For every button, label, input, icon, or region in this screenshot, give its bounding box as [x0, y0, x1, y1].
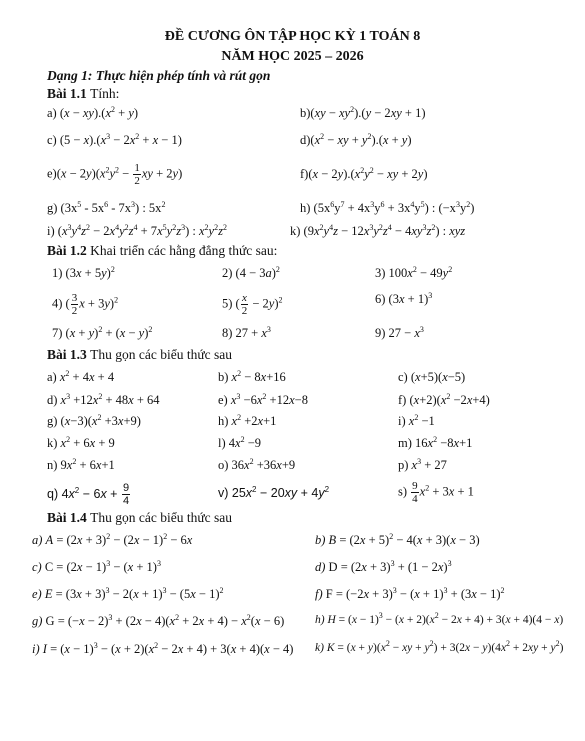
- exercise-1-1-b: $b)(xy - xy^2).(y - 2xy + 1)$: [300, 105, 426, 120]
- exercise-1-1-h: h) $(5x^6y^7 + 4x^3y^6 + 3x^4y^5)$ : $(-x^3y^2)$: [300, 200, 475, 215]
- exercise-1-3-q: q) $4x^2 - 6x$ + $\frac{9}{4}$: [47, 482, 130, 507]
- exercise-1-3-b: b) $x^2 - 8x+16$: [218, 369, 286, 384]
- exercise-1-2-3: 3) $100x^2 - 49y^2$: [375, 265, 453, 280]
- exercise-1-4-f: f) $F = (-2x + 3)^3 - (x + 1)^3 + (3x - 1)^2$: [315, 586, 505, 601]
- exercise-1-3-k: k) $x^2 + 6x + 9$: [47, 435, 115, 450]
- exercise-1-3-heading: [47, 347, 232, 363]
- exercise-1-4-i: i) $I = (x - 1)^3 - (x + 2)(x^2 - 2x + 4) + 3(x + 4)(x - 4)$: [32, 641, 294, 656]
- document-title: ĐỀ CƯƠNG ÔN TẬP HỌC KỲ 1 TOÁN 8: [164, 29, 421, 44]
- exercise-1-1-d: $d)(x^2$ − xy + $y^2).(x + y)$: [300, 132, 412, 147]
- exercise-1-2-8: 8) $27 + x^3$: [222, 325, 271, 340]
- exercise-1-3-f: f) $(x+2)(x^2 -2x+4)$: [398, 392, 490, 407]
- exercise-1-2-instruction: Khai triển các hằng đẳng thức sau:: [90, 243, 278, 258]
- exercise-1-4-h: h) $H = (x - 1)^3 - (x + 2)(x^2 - 2x + 4) + 3(x + 4)(4 - x)$: [315, 611, 564, 626]
- exercise-1-4-a: a) $A = (2x + 3)^2 - (2x - 1)^2 - 6x$: [32, 532, 193, 547]
- exercise-1-3-m: m) $16x^2 -8x+1$: [398, 435, 473, 450]
- exercise-1-3-c: c) (x+5)(x−5): [398, 370, 466, 384]
- exercise-1-3-i: i) $x^2 -1$: [398, 413, 435, 428]
- exercise-1-2-5: 5) ( $\frac{x}{2}$ − 2y)$^2$: [222, 292, 283, 317]
- exercise-1-2-title: Bài 1.2: [47, 243, 87, 258]
- exercise-1-4-c: c) $C = (2x - 1)^3 - (x + 1)^3$: [32, 559, 161, 574]
- exercise-1-3-d: d) $x^3 +12x^2 + 48x + 64$: [47, 392, 160, 407]
- exercise-1-4-d: d) $D = (2x + 3)^3 + (1 - 2x)^3$: [315, 559, 452, 574]
- exercise-1-1-instruction: Tính:: [90, 86, 120, 101]
- section-heading: Dạng 1: Thực hiện phép tính và rút gọn: [47, 68, 271, 83]
- exercise-1-3-p: p) $x^3 + 27$: [398, 457, 447, 472]
- exercise-1-3-s: s) $\frac{9}{4}$ $x^2 + 3x + 1$: [398, 480, 474, 505]
- exercise-1-4-heading: [47, 510, 232, 526]
- exercise-1-3-n: n) $9x^2 + 6x+1$: [47, 457, 115, 472]
- exercise-1-3-instruction: Thu gọn các biểu thức sau: [90, 347, 233, 362]
- school-year: NĂM HỌC 2025 – 2026: [221, 49, 364, 64]
- exercise-1-2-heading: [47, 243, 277, 259]
- exercise-1-3-g: g) $(x-3)(x^2 +3x+9)$: [47, 413, 141, 428]
- exercise-1-4-k: k) $K = (x + y)(x^2$ − xy + $y^2) + 3(2x - y)(4x^2 + 2xy + y^2)$: [315, 639, 564, 654]
- exercise-1-2-1: 1) $(3x + 5y)^2$: [52, 265, 115, 280]
- exercise-1-3-l: l) $4x^2 -9$: [218, 435, 262, 450]
- exercise-1-1-k: k) $(9x^2y^4z - 12x^3y^2z^4 - 4xy^3z^2)$ : xyz: [290, 223, 466, 238]
- exercise-1-2-2: 2) $(4 - 3a)^2$: [222, 265, 280, 280]
- exercise-1-1-i: i) $(x^3y^4z^2 - 2x^4y^2z^4 + 7x^5y^2z^3)$ : $x^2y^2z^2$: [47, 223, 227, 238]
- exercise-1-1-a: a) $(x - xy).(x^2 + y)$: [47, 105, 139, 120]
- exercise-1-3-o: o) $36x^2 +36x+9$: [218, 457, 296, 472]
- exercise-1-4-title: Bài 1.4: [47, 510, 87, 525]
- exercise-1-2-9: 9) $27 - x^3$: [375, 325, 424, 340]
- exercise-1-1-f: $f)(x - 2y).(x^2y^2$ − xy + 2y): [300, 166, 428, 181]
- exercise-1-1-g: g) $(3x^5 - 5x^6 - 7x^3)$ : $5x^2$: [47, 200, 166, 215]
- exercise-1-4-instruction: Thu gọn các biểu thức sau: [90, 510, 233, 525]
- exercise-1-3-a: a) $x^2 + 4x + 4$: [47, 369, 115, 384]
- exercise-1-3-e: e) $x^3 -6x^2 +12x-8$: [218, 392, 308, 407]
- exercise-1-1-heading: [47, 86, 119, 102]
- exercise-1-2-7: 7) $(x + y)^2 + (x - y)^2$: [52, 325, 153, 340]
- exercise-1-2-6: 6) $(3x + 1)^3$: [375, 291, 433, 306]
- exercise-1-1-title: Bài 1.1: [47, 86, 87, 101]
- exercise-1-4-e: e) $E = (3x + 3)^3 - 2(x + 1)^3 - (5x - 1)^2$: [32, 586, 224, 601]
- exercise-1-1-e: $e)(x - 2y)(x^2y^2$ − $\frac{1}{2}$ xy + 2y): [47, 162, 183, 187]
- exercise-1-3-title: Bài 1.3: [47, 347, 87, 362]
- exercise-1-4-b: b) $B = (2x + 5)^2 - 4(x + 3)(x - 3)$: [315, 532, 480, 547]
- exercise-1-3-h: h) $x^2 +2x+1$: [218, 413, 277, 428]
- exercise-1-1-c: c) $(5 - x).(x^3 - 2x^2 + x - 1)$: [47, 132, 182, 147]
- exercise-1-3-v: v) $25x^2 - 20xy + 4y^2$: [218, 485, 330, 500]
- exercise-1-4-g: g) $G = (-x - 2)^3 + (2x - 4)(x^2 + 2x + 4) - x^2(x - 6)$: [32, 613, 285, 628]
- exercise-1-2-4: 4) ( $\frac{3}{2}$ x + 3y)$^2$: [52, 292, 119, 317]
